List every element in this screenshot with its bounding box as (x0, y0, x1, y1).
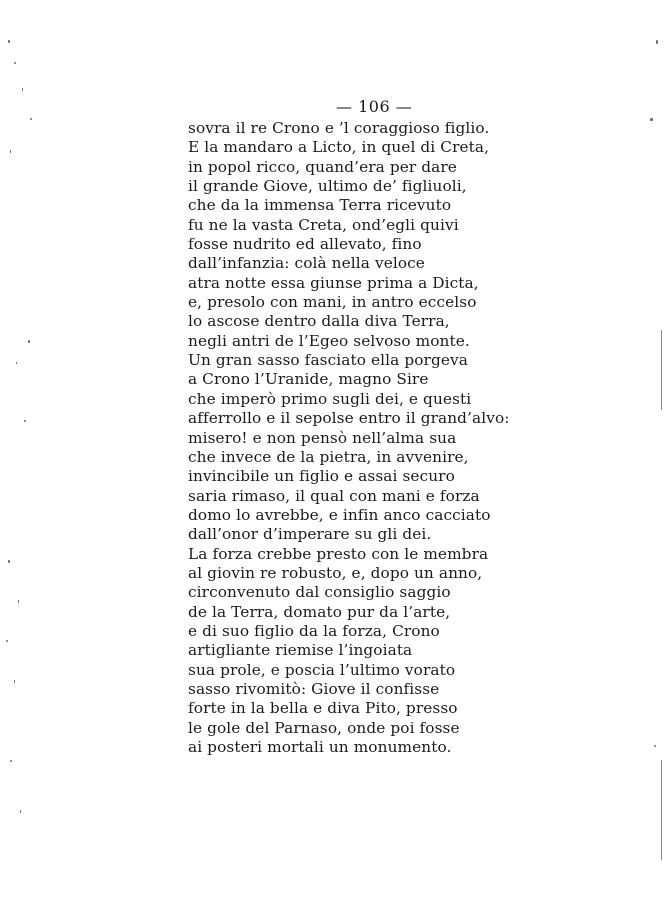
scan-speck (22, 88, 23, 91)
scan-speck (16, 362, 17, 364)
verse-line: misero! e non pensò nell’alma sua (188, 428, 457, 447)
scan-speck (654, 745, 656, 747)
verse-line: e, presolo con mani, in antro eccelso (188, 293, 477, 312)
verse-line: circonvenuto dal consiglio saggio (188, 583, 451, 602)
verse-line: negli antri de l’Egeo selvoso monte. (188, 331, 470, 350)
scan-speck (6, 640, 8, 642)
verse-line: sovra il re Crono e ’l coraggioso figlio. (188, 119, 490, 137)
verse-line: a Crono l’Uranide, magno Sire (188, 370, 429, 389)
scan-speck (20, 810, 21, 813)
verse-block (188, 119, 510, 757)
verse-line: E la mandaro a Licto, in quel di Creta, (188, 138, 490, 157)
verse-line: che invece de la pietra, in avvenire, (188, 447, 469, 466)
verse-line: le gole del Parnaso, onde poi fosse (188, 718, 460, 737)
verse-line: Un gran sasso fasciato ella porgeva (188, 351, 468, 370)
verse-line: al giovin re robusto, e, dopo un anno, (188, 563, 483, 582)
page-edge-line (661, 760, 662, 860)
scan-speck (14, 680, 15, 683)
scan-speck (8, 560, 10, 563)
verse-line: sua prole, e poscia l’ultimo vorato (188, 660, 456, 679)
scan-speck (650, 118, 653, 121)
verse-line: ai posteri mortali un monumento. (188, 738, 452, 756)
scan-speck (30, 118, 32, 120)
scan-speck (10, 150, 11, 153)
verse-line: invincibile un figlio e assai securo (188, 467, 455, 486)
page-number: — 106 — (336, 97, 413, 116)
verse-line: in popol ricco, quand’era per dare (188, 157, 457, 176)
scan-speck (14, 62, 16, 64)
verse-line: sasso rivomitò: Giove il confisse (188, 679, 440, 698)
verse-line: dall’onor d’imperare su gli dei. (188, 525, 432, 544)
scan-speck (656, 40, 658, 44)
verse-line: saria rimaso, il qual con mani e forza (188, 486, 480, 505)
verse-line: atra notte essa giunse prima a Dicta, (188, 273, 479, 292)
verse-line: che imperò primo sugli dei, e questi (188, 389, 472, 408)
verse-line: forte in la bella e diva Pito, presso (188, 699, 458, 718)
verse-line: artigliante riemise l’ingoiata (188, 641, 413, 660)
scan-speck (18, 600, 19, 603)
verse-line: La forza crebbe presto con le membra (188, 544, 489, 563)
verse-line: de la Terra, domato pur da l’arte, (188, 602, 451, 621)
verse-line: che da la immensa Terra ricevuto (188, 196, 452, 215)
scan-speck (8, 40, 10, 43)
verse-line: afferrollo e il sepolse entro il grand’alvo: (188, 409, 510, 428)
verse-line: fosse nudrito ed allevato, fino (188, 235, 422, 254)
verse-line: lo ascose dentro dalla diva Terra, (188, 312, 450, 331)
scan-speck (28, 340, 30, 343)
verse-line: fu ne la vasta Creta, ond’egli quivi (188, 215, 459, 234)
scan-speck (24, 420, 26, 422)
verse-line: e di suo figlio da la forza, Crono (188, 621, 440, 640)
scan-speck (10, 760, 12, 762)
page-edge-line (661, 330, 662, 410)
verse-line: il grande Giove, ultimo de’ figliuoli, (188, 177, 467, 196)
verse-line: dall’infanzia: colà nella veloce (188, 254, 425, 273)
verse-line: domo lo avrebbe, e infin anco cacciato (188, 505, 491, 524)
